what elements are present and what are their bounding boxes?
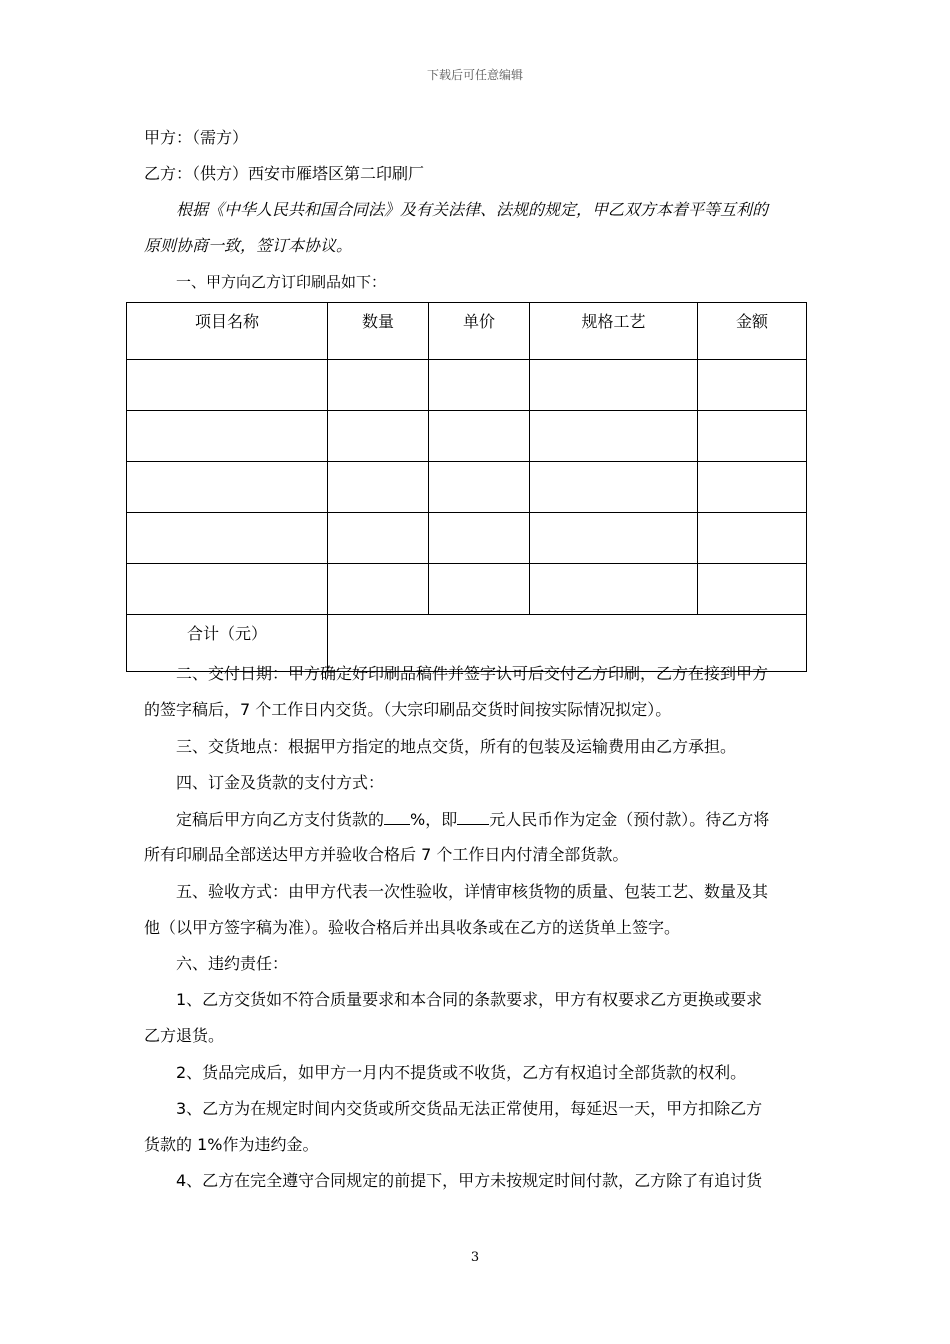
deposit-percent-blank <box>384 808 410 825</box>
table-cell <box>127 564 328 615</box>
table-cell <box>429 564 530 615</box>
section-6-item-3-line-1: 3、乙方为在规定时间内交货或所交货品无法正常使用，每延迟一天，甲方扣除乙方 <box>176 1099 763 1118</box>
table-cell <box>328 411 429 462</box>
page-header-note: 下载后可任意编辑 <box>426 68 523 82</box>
preamble-line-1: 根据《中华人民共和国合同法》及有关法律、法规的规定，甲乙双方本着平等互利的 <box>176 200 769 219</box>
order-table <box>126 302 807 672</box>
col-header-quantity: 数量 <box>328 303 429 360</box>
table-cell <box>328 513 429 564</box>
table-row <box>127 411 807 462</box>
section-4-text-1: 定稿后甲方向乙方支付货款的 <box>176 810 385 829</box>
section-6-item-2-line-1: 2、货品完成后，如甲方一月内不提货或不收货，乙方有权追讨全部货款的权利。 <box>176 1063 747 1082</box>
table-cell <box>127 513 328 564</box>
table-cell <box>530 513 698 564</box>
party-b-line: 乙方：（供方）西安市雁塔区第二印刷厂 <box>144 164 425 183</box>
table-row <box>127 513 807 564</box>
table-cell <box>530 360 698 411</box>
table-cell <box>698 564 807 615</box>
section-6-item-1-line-1: 1、乙方交货如不符合质量要求和本合同的条款要求，甲方有权要求乙方更换或要求 <box>176 990 763 1009</box>
page-number: 3 <box>470 1250 480 1265</box>
section-6-title: 六、违约责任： <box>176 954 289 973</box>
table-row <box>127 462 807 513</box>
section-6-item-1-line-2: 乙方退货。 <box>144 1026 225 1045</box>
table-cell <box>698 513 807 564</box>
section-2-line-2: 的签字稿后，7 个工作日内交货。（大宗印刷品交货时间按实际情况拟定）。 <box>144 700 672 719</box>
table-cell <box>429 360 530 411</box>
table-cell <box>429 411 530 462</box>
table-cell <box>328 360 429 411</box>
table-cell <box>127 411 328 462</box>
section-5-line-1: 五、验收方式：由甲方代表一次性验收，详情审核货物的质量、包装工艺、数量及其 <box>176 882 769 901</box>
party-a-line: 甲方：（需方） <box>144 128 249 147</box>
table-cell <box>127 360 328 411</box>
table-cell <box>328 564 429 615</box>
section-4-text-3: 元人民币作为定金（预付款）。待乙方将 <box>489 810 770 829</box>
col-header-amount: 金额 <box>698 303 807 360</box>
table-row <box>127 360 807 411</box>
section-6-item-3-line-2: 货款的 1%作为违约金。 <box>144 1135 319 1154</box>
preamble-line-2: 原则协商一致，签订本协议。 <box>144 236 353 255</box>
table-cell <box>530 462 698 513</box>
col-header-spec: 规格工艺 <box>530 303 698 360</box>
section-5-line-2: 他（以甲方签字稿为准）。验收合格后并出具收条或在乙方的送货单上签字。 <box>144 918 681 937</box>
table-cell <box>127 462 328 513</box>
section-6-item-4-line-1: 4、乙方在完全遵守合同规定的前提下，甲方未按规定时间付款，乙方除了有追讨货 <box>176 1171 763 1190</box>
col-header-item-name: 项目名称 <box>127 303 328 360</box>
table-row <box>127 564 807 615</box>
section-2-line-1: 二、交付日期：甲方确定好印刷品稿件并签字认可后交付乙方印刷，乙方在接到甲方 <box>176 664 769 683</box>
total-label: 合计（元） <box>127 615 328 672</box>
deposit-amount-blank <box>457 808 489 825</box>
section-3-line-1: 三、交货地点：根据甲方指定的地点交货，所有的包装及运输费用由乙方承担。 <box>176 737 737 756</box>
section-4-line-1 <box>176 808 769 831</box>
table-cell <box>328 462 429 513</box>
section-4-title: 四、订金及货款的支付方式： <box>176 773 385 792</box>
section-1-title: 一、甲方向乙方订印刷品如下： <box>176 273 387 291</box>
table-cell <box>698 411 807 462</box>
table-header-row <box>127 303 807 360</box>
section-4-line-2: 所有印刷品全部送达甲方并验收合格后 7 个工作日内付清全部货款。 <box>144 845 629 864</box>
section-4-text-2: %，即 <box>410 810 458 829</box>
table-cell <box>530 411 698 462</box>
table-cell <box>530 564 698 615</box>
table-cell <box>698 462 807 513</box>
table-cell <box>429 513 530 564</box>
table-cell <box>429 462 530 513</box>
col-header-unit-price: 单价 <box>429 303 530 360</box>
table-cell <box>698 360 807 411</box>
